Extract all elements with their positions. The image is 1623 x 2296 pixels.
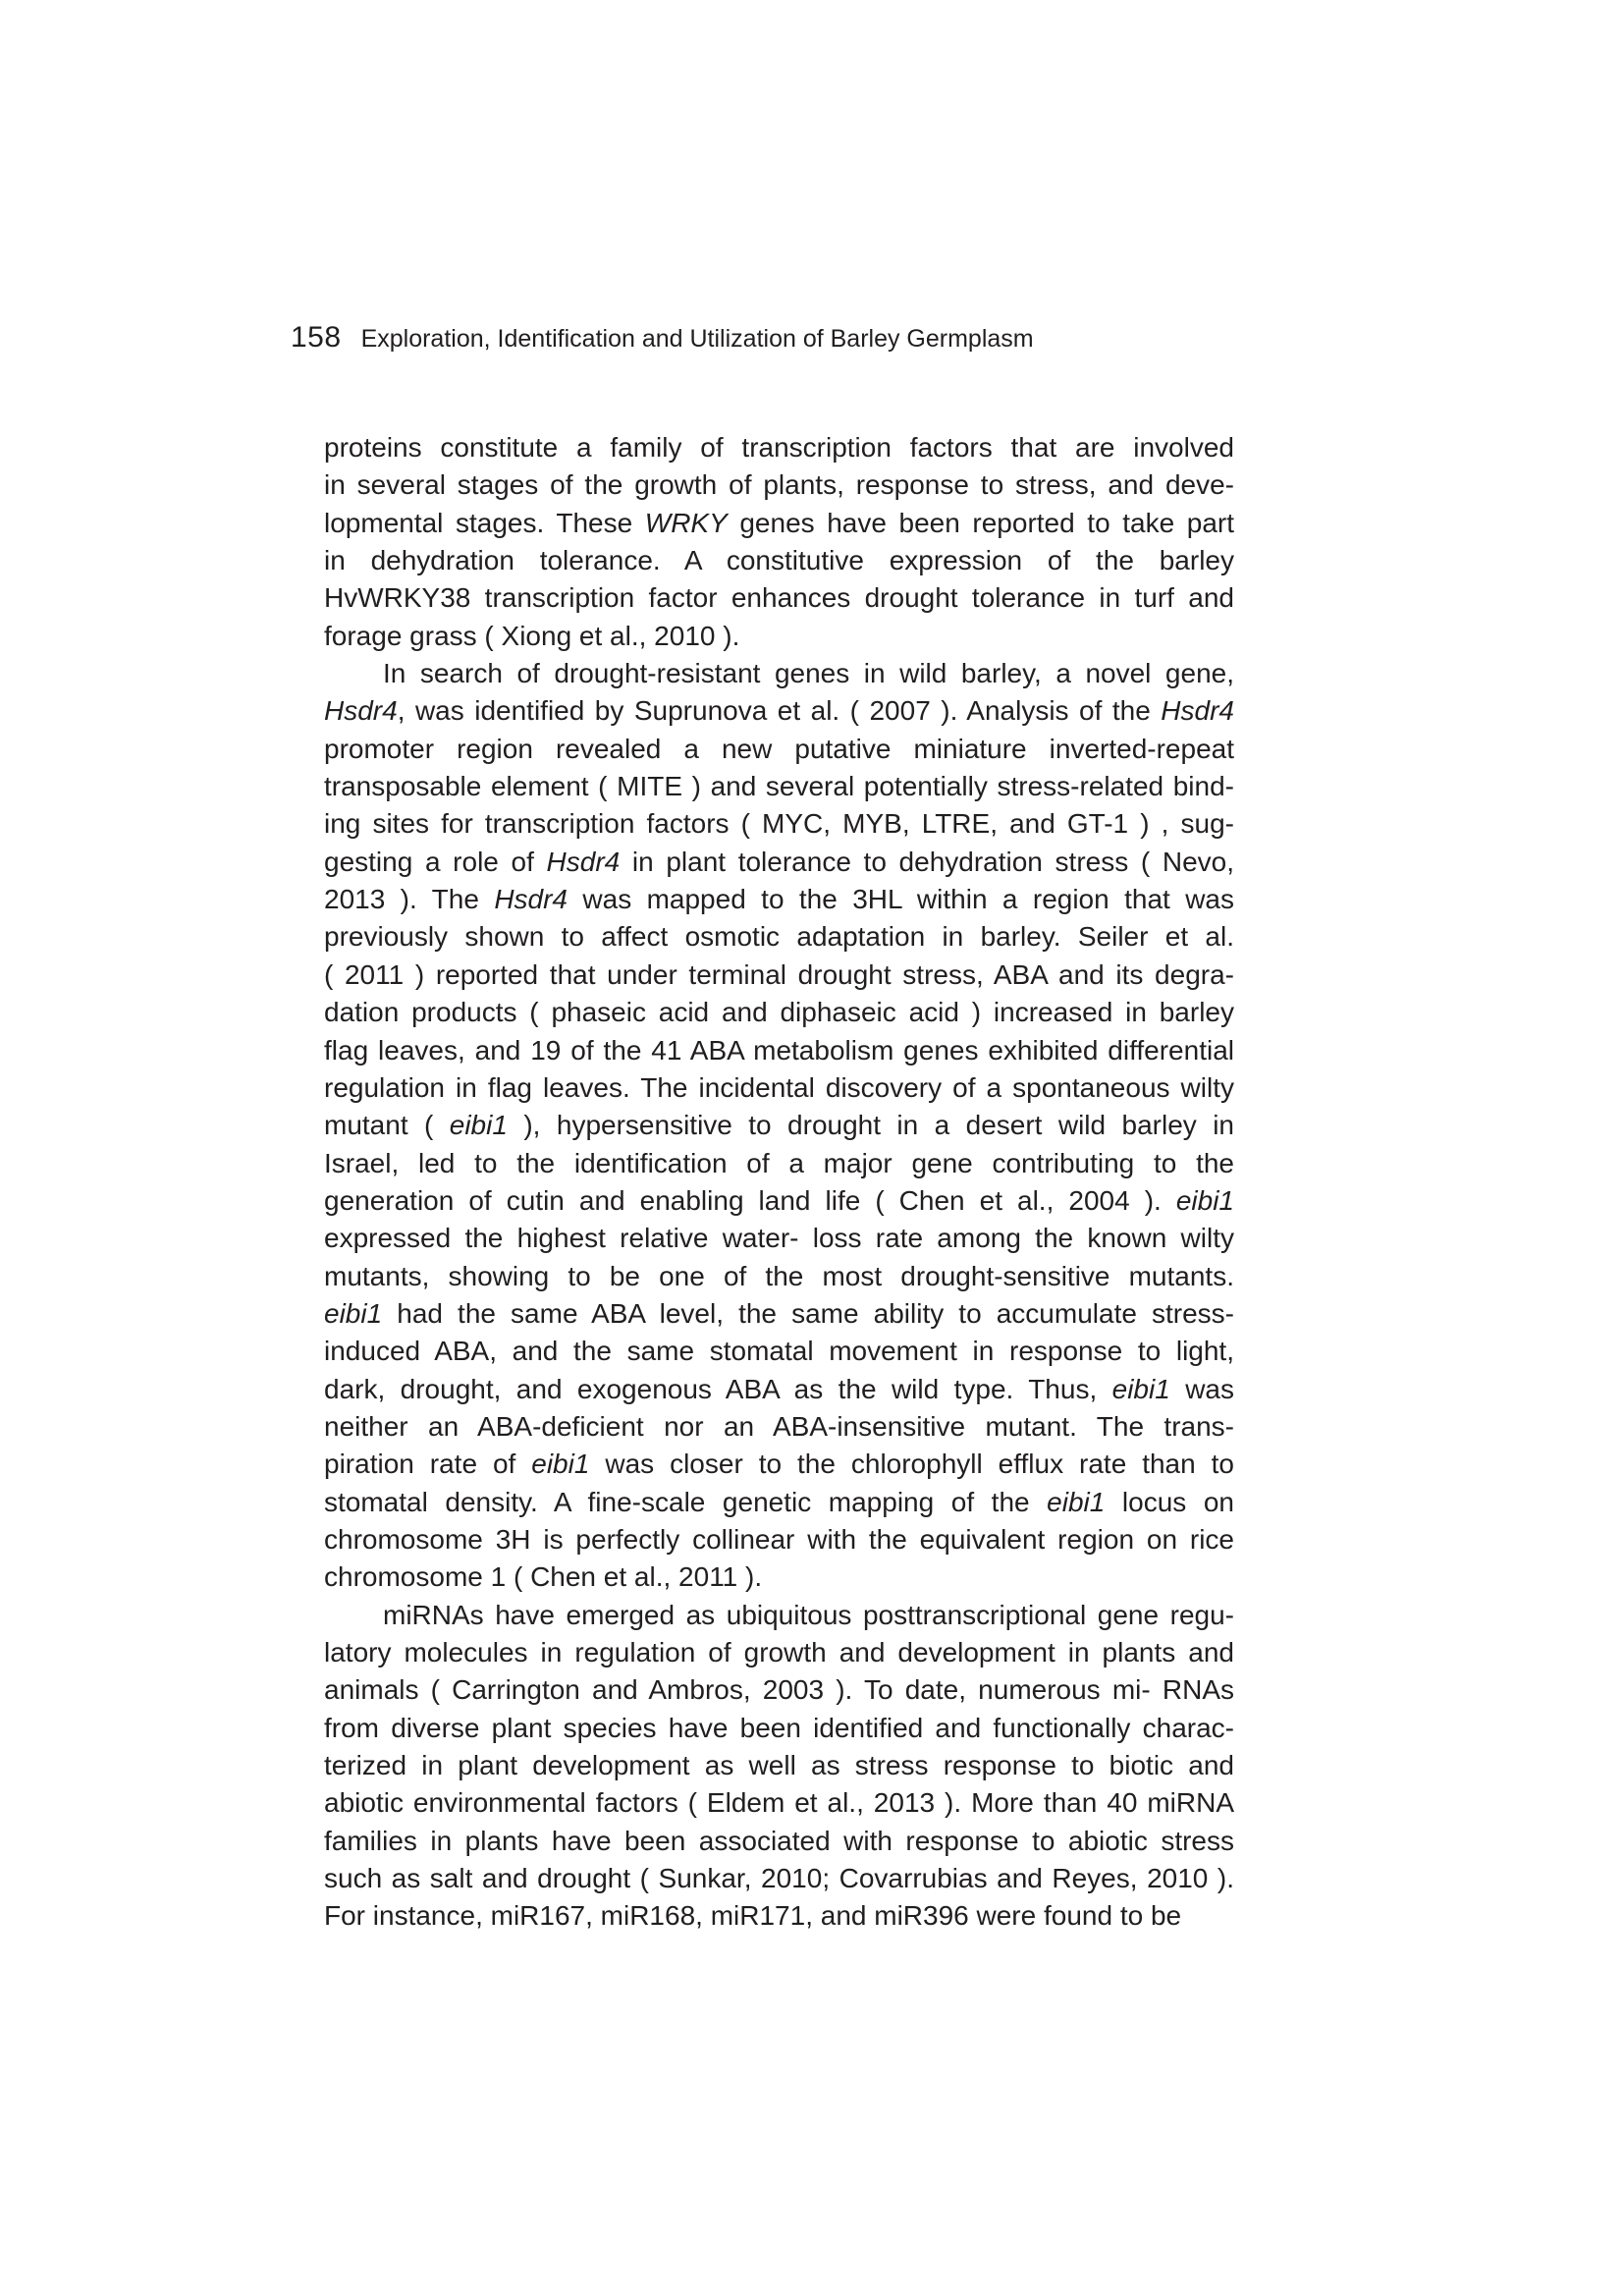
text-line: terized in plant development as well as stress response to biotic and <box>324 1750 1234 1781</box>
text-line: mutants, showing to be one of the most drought-sensitive mutants. <box>324 1260 1234 1291</box>
text-line: promoter region revealed a new putative miniature inverted-repeat <box>324 733 1234 764</box>
text-line: ( 2011 ) reported that under terminal drought stress, ABA and its degra- <box>324 958 1234 990</box>
text-line: miRNAs have emerged as ubiquitous posttranscriptional gene regu- <box>383 1599 1234 1630</box>
text-line: chromosome 1 ( Chen et al., 2011 ). <box>324 1561 763 1593</box>
text-line: Hsdr4, was identified by Suprunova et al. ( 2007 ). Analysis of the Hsdr4 <box>324 695 1234 727</box>
page-number: 158 <box>291 321 342 354</box>
text-line: proteins constitute a family of transcription factors that are involved <box>324 432 1234 463</box>
page-header <box>291 321 1034 355</box>
text-line: abiotic environmental factors ( Eldem et al., 2013 ). More than 40 miRNA <box>324 1787 1234 1819</box>
text-line: dark, drought, and exogenous ABA as the wild type. Thus, eibi1 was <box>324 1373 1234 1404</box>
text-line: induced ABA, and the same stomatal movement in response to light, <box>324 1336 1234 1367</box>
body-text <box>324 429 1234 1936</box>
text-line: chromosome 3H is perfectly collinear with the equivalent region on rice <box>324 1523 1234 1555</box>
text-line: animals ( Carrington and Ambros, 2003 ). To date, numerous mi- RNAs <box>324 1674 1234 1706</box>
text-line: mutant ( eibi1 ), hypersensitive to drought in a desert wild barley in <box>324 1110 1234 1141</box>
text-line: piration rate of eibi1 was closer to the chlorophyll efflux rate than to <box>324 1449 1234 1480</box>
text-line: lopmental stages. These WRKY genes have been reported to take part <box>324 507 1234 538</box>
text-line: 2013 ). The Hsdr4 was mapped to the 3HL within a region that was <box>324 884 1234 915</box>
text-line: HvWRKY38 transcription factor enhances drought tolerance in turf and <box>324 582 1234 614</box>
text-line: dation products ( phaseic acid and diphaseic acid ) increased in barley <box>324 997 1234 1028</box>
text-line: ing sites for transcription factors ( MYC, MYB, LTRE, and GT-1 ) , sug- <box>324 808 1234 840</box>
text-line: from diverse plant species have been identified and functionally charac- <box>324 1712 1234 1743</box>
text-line: For instance, miR167, miR168, miR171, and miR396 were found to be <box>324 1900 1182 1932</box>
text-line: forage grass ( Xiong et al., 2010 ). <box>324 620 740 651</box>
text-line: latory molecules in regulation of growth and development in plants and <box>324 1637 1234 1667</box>
text-line: regulation in flag leaves. The incidental discovery of a spontaneous wilty <box>324 1071 1234 1103</box>
text-line: families in plants have been associated with response to abiotic stress <box>324 1825 1234 1856</box>
text-line: in several stages of the growth of plants, response to stress, and deve- <box>324 469 1234 501</box>
text-line: such as salt and drought ( Sunkar, 2010; Covarrubias and Reyes, 2010 ). <box>324 1863 1234 1894</box>
text-line: stomatal density. A fine-scale genetic mapping of the eibi1 locus on <box>324 1486 1234 1517</box>
text-line: flag leaves, and 19 of the 41 ABA metabolism genes exhibited differential <box>324 1034 1234 1066</box>
running-title: Exploration, Identification and Utilization of Barley Germplasm <box>360 325 1034 353</box>
text-line: transposable element ( MITE ) and several potentially stress-related bind- <box>324 771 1234 802</box>
text-line: generation of cutin and enabling land life ( Chen et al., 2004 ). eibi1 <box>324 1184 1234 1216</box>
text-line: previously shown to affect osmotic adaptation in barley. Seiler et al. <box>324 921 1234 953</box>
text-line: In search of drought-resistant genes in wild barley, a novel gene, <box>383 658 1234 689</box>
text-line: expressed the highest relative water- loss rate among the known wilty <box>324 1223 1234 1254</box>
text-line: eibi1 had the same ABA level, the same ability to accumulate stress- <box>324 1297 1234 1329</box>
text-line: neither an ABA-deficient nor an ABA-insensitive mutant. The trans- <box>324 1410 1234 1442</box>
text-line: Israel, led to the identification of a major gene contributing to the <box>324 1147 1234 1178</box>
text-line: in dehydration tolerance. A constitutive expression of the barley <box>324 545 1234 576</box>
text-line: gesting a role of Hsdr4 in plant tolerance to dehydration stress ( Nevo, <box>324 846 1234 877</box>
